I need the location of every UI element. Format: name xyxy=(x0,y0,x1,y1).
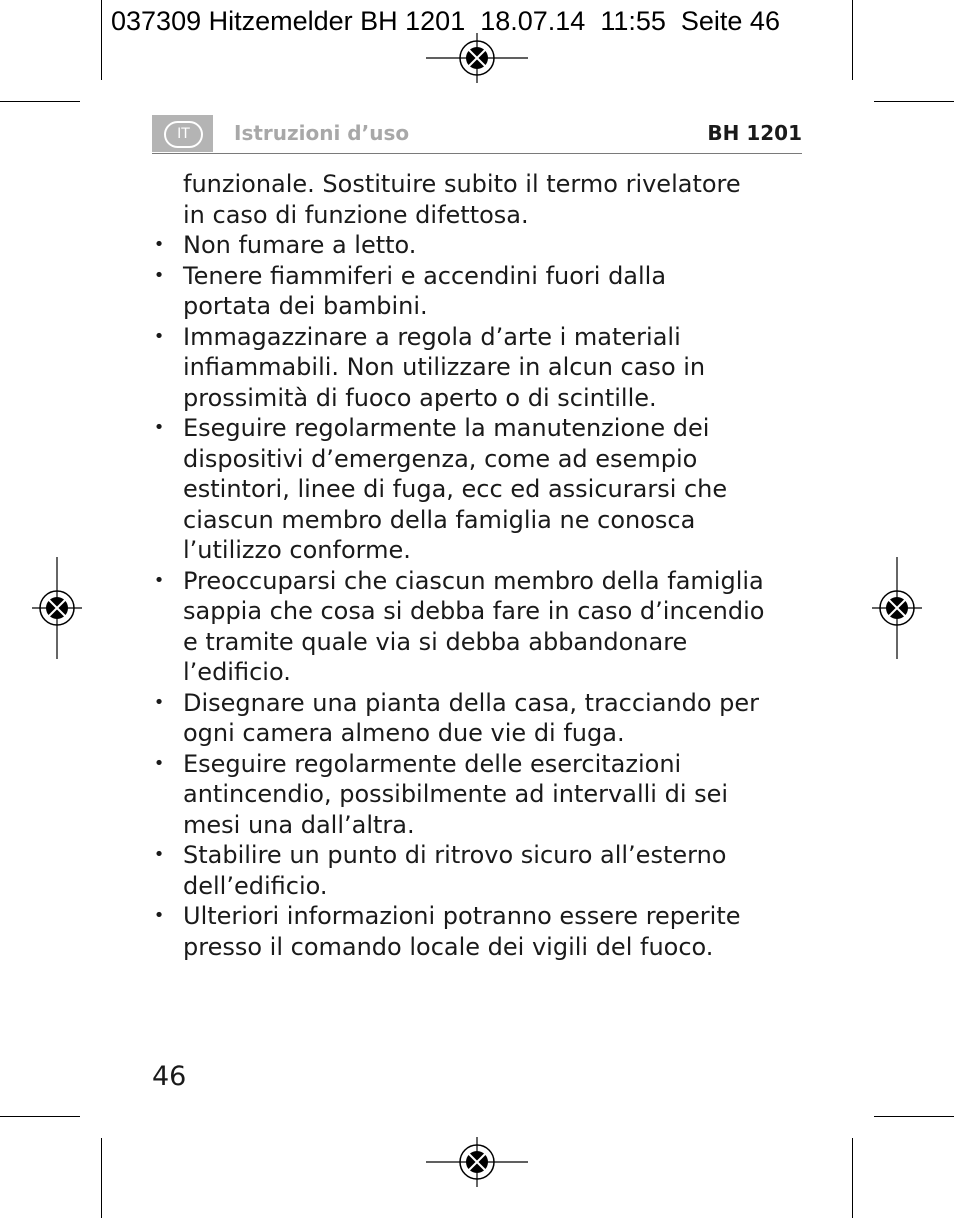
crop-mark-top-left-vertical xyxy=(101,0,102,80)
registration-mark-icon xyxy=(32,557,82,659)
list-item xyxy=(152,413,812,566)
crop-mark-bottom-left-vertical xyxy=(101,1138,102,1218)
bullet-icon: • xyxy=(153,264,165,286)
language-badge-label: IT xyxy=(164,121,203,148)
print-slug-line: 037309 Hitzemelder BH 1201 18.07.14 11:55 Seite 46 xyxy=(111,6,780,36)
page-number: 46 xyxy=(152,1061,187,1092)
crop-mark-bottom-left-horizontal xyxy=(0,1116,80,1117)
list-item xyxy=(152,230,812,261)
bullet-icon: • xyxy=(153,325,165,347)
bullet-icon: • xyxy=(153,691,165,713)
bullet-icon: • xyxy=(153,844,165,865)
registration-mark-icon xyxy=(872,557,922,659)
continuation-paragraph: funzionale. Sostituire subito il termo rivelatore in caso di funzione difettosa. xyxy=(183,170,741,229)
list-item-text: Tenere fiammiferi e accendini fuori dalla portata dei bambini. xyxy=(183,261,667,320)
bullet-icon: • xyxy=(153,752,165,774)
crop-mark-top-right-vertical xyxy=(852,0,853,80)
bullet-icon: • xyxy=(153,905,165,926)
list-item-text: Disegnare una pianta della casa, tracciando per ogni camera almeno due vie di fuga. xyxy=(183,688,760,747)
list-item-text: Non fumare a letto. xyxy=(183,231,417,259)
list-item xyxy=(152,566,812,688)
list-item-text: Eseguire regolarmente delle esercitazioni antincendio, possibilmente ad intervalli di sei mesi una dall’altra. xyxy=(183,749,729,839)
crop-mark-top-left-horizontal xyxy=(0,101,80,102)
language-badge xyxy=(152,115,213,152)
list-item-text: Eseguire regolarmente la manutenzione dei dispositivi d’emergenza, come ad esempio estintori, linee di fuga, ecc ed assicurarsi che ciascun membro della famiglia ne conosca l’utilizzo conforme. xyxy=(183,414,728,564)
bullet-icon: • xyxy=(153,569,165,591)
instructions-body xyxy=(152,169,812,962)
crop-mark-top-right-horizontal xyxy=(874,101,954,102)
registration-mark-icon xyxy=(426,1137,528,1187)
list-item-text: Preoccuparsi che ciascun membro della famiglia sappia che cosa si debba fare in caso d’incendio e tramite quale via si debba abbandonare l’edificio. xyxy=(183,566,765,686)
running-header xyxy=(152,115,802,154)
list-item-text: Immagazzinare a regola d’arte i materiali infiammabili. Non utilizzare in alcun caso in prossimità di fuoco aperto o di scintille. xyxy=(183,322,706,412)
list-item xyxy=(152,749,812,841)
registration-mark-icon xyxy=(426,33,528,83)
list-item xyxy=(152,840,812,901)
crop-mark-bottom-right-vertical xyxy=(852,1138,853,1218)
bullet-icon: • xyxy=(153,417,165,438)
bullet-icon: • xyxy=(153,234,165,255)
list-item xyxy=(152,901,812,962)
section-title: Istruzioni d’uso xyxy=(234,121,410,145)
list-item xyxy=(152,322,812,414)
model-number: BH 1201 xyxy=(707,121,802,145)
crop-mark-bottom-right-horizontal xyxy=(874,1116,954,1117)
list-item-text: Ulteriori informazioni potranno essere reperite presso il comando locale dei vigili del fuoco. xyxy=(183,902,741,961)
list-item xyxy=(152,688,812,749)
list-item xyxy=(152,261,812,322)
safety-tips-list xyxy=(152,230,812,962)
list-item-text: Stabilire un punto di ritrovo sicuro all’esterno dell’edificio. xyxy=(183,841,727,900)
